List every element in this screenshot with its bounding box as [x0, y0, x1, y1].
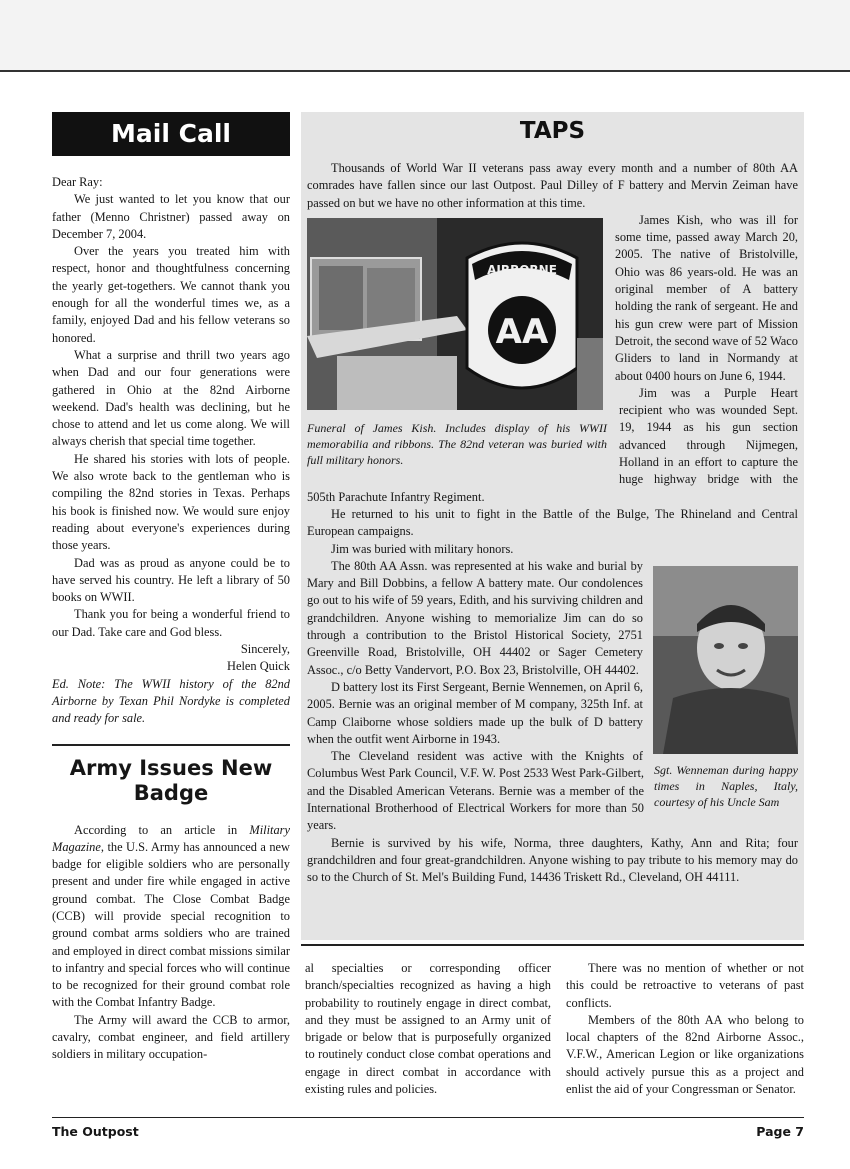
army-p1-pre: According to an article in [74, 822, 250, 837]
signature: Helen Quick [227, 659, 290, 674]
magazine-name: Military Magazine [52, 822, 290, 854]
editor-note: Ed. Note: The WWII history of the 82nd Airborne by Texan Phil Nordyke is completed and ready for sale. [52, 676, 290, 726]
army-paragraph-1 [52, 822, 290, 1012]
taps-title: TAPS [519, 118, 586, 144]
footer-rule [52, 1117, 804, 1118]
taps-paragraph: The 80th AA Assn. was represented at his wake and burial by Mary and Bill Dobbins, a fellow A battery mate. Our condolences go out to his wife of 59 years, Edith, and his surviving children and grandchildren. Anyone wishing to memorialize Jim can do so through a contribution to the Bristol Historical Society, 2751 Greenville Road, Bristolville, OH 44402 or Sager Cemetery Assoc., c/o Betty Vandervort, P.O. Box 23, Bristolville, OH 44402. [307, 558, 643, 677]
taps-paragraph: He returned to his unit to fight in the Battle of the Bulge, The Rhineland and Central European campaigns. [307, 506, 798, 539]
taps-paragraph: D battery lost its First Sergeant, Bernie Wennemen, on April 6, 2005. Bernie was an original member of M company, 325th Inf. at Camp Claiborne whose soldiers made up the bulk of D battery when the outfit went Airborne in 1943. [307, 679, 643, 746]
taps-paragraph: Thousands of World War II veterans pass away every month and a number of 80th AA comrades have fallen since our last Outpost. Paul Dilley of F battery and Mervin Zeiman have passed on but we have no other information at this time. [307, 161, 798, 210]
letter-paragraph: Dad was as proud as anyone could be to have served his country. He left a library of 50 books on WWII. [52, 555, 290, 605]
taps-paragraph: Bernie is survived by his wife, Norma, three daughters, Kathy, Ann and Rita; four grandchildren and four great-grandchildren. Anyone wishing to pay tribute to his memory may do so to the Church of St. Mel's Building Fund, 14436 Triskett Rd., Cleveland, OH 44111. [307, 835, 798, 885]
army-col3-paragraph-2: Members of the 80th AA who belong to local chapters of the 82nd Airborne Assoc., V.F.W., American Legion or like organizations should actively pursue this as a project and enlist the aid of your Congressman or Senator. [566, 1012, 804, 1097]
army-col2-text: al specialties or corresponding officer branch/specialties recognized as having a high probability to routinely engage in direct combat, and they must be assigned to an Army unit of brigade or below that is purposefully organized to routinely conduct close combat operations and engage in direct combat in accordance with existing rules and policies. [305, 961, 551, 1097]
letter-paragraph: Thank you for being a wonderful friend to our Dad. Take care and God bless. [52, 607, 290, 639]
letter-paragraph: He shared his stories with lots of people. We also wrote back to the gentleman who is compiling the 82nd stories in Texas. Perhaps his book is finished now. We would sure enjoy reading about everyone's experiences during those years. [52, 451, 290, 553]
wenneman-photo-image [653, 566, 798, 754]
army-issues-body [52, 822, 290, 1064]
funeral-photo-image [307, 218, 603, 410]
section-divider [301, 944, 804, 946]
army-paragraph-2: The Army will award the CCB to armor, cavalry, combat engineer, and field artillery soldiers in military occupation- [52, 1012, 290, 1062]
publication-name: The Outpost [52, 1124, 139, 1139]
taps-paragraph: Jim was a Purple Heart recipient who was wounded Sept. 19, 1944 as his gun section advanced through Nijmegen, Holland in an effort to capture the huge highway bridge with the 505th Parachute Infantry Regiment. [307, 385, 798, 504]
mail-call-title: Mail Call [52, 112, 290, 156]
airborne-banner-text: AIRBORNE [487, 262, 557, 277]
army-column-2 [305, 960, 551, 1110]
taps-paragraph: The Cleveland resident was active with the Knights of Columbus West Park Council, V.F. W. Post 2533 West Park-Gilbert, and the Disabled American Veterans. Bernie was a member of the International Brotherhood of Electrical Workers for more than 50 years. [307, 749, 644, 833]
taps-paragraph: James Kish, who was ill for some time, passed away March 20, 2005. The native of Bristolville, Ohio was 86 years-old. He was an original member of A battery holding the rank of sergeant. He and his gun crew were part of Mission Detroit, the second wave of 52 Waco Gliders to land in Normandy at about 0400 hours on June 6, 1944. [615, 212, 798, 383]
army-column-3 [566, 960, 804, 1110]
army-issues-title: Army Issues New Badge [52, 744, 290, 806]
emblem-text: AA [495, 311, 549, 352]
letter-paragraph: We just wanted to let you know that our father (Menno Christner) passed away on December 7, 2004. [52, 192, 290, 241]
army-p1-post: , the U.S. Army has announced a new badge for eligible soldiers who are personally present and under fire while engaged in active ground combat. The Close Combat Badge (CCB) will provide special recognition to ground combat arms soldiers who are trained and employed in direct combat missions similar to infantry and special forces who will continue to be recognized for their ground combat role with the Combat Infantry Badge. [52, 839, 290, 1010]
page-top-band [0, 0, 850, 72]
letter-paragraph: What a surprise and thrill two years ago when Dad and our four generations were gathered in Ohio at the 82nd Airborne weekend. Dad's health was declining, but he chose to attend and let us come along. We will always cherish that special time together. [52, 347, 290, 449]
closing: Sincerely, [240, 642, 290, 657]
army-col3-paragraph-1: There was no mention of whether or not this could be retroactive to veterans of past conflicts. [566, 961, 804, 1010]
funeral-photo [307, 218, 603, 410]
salutation: Dear Ray: [52, 175, 103, 189]
funeral-photo-caption: Funeral of James Kish. Includes display of his WWII memorabilia and ribbons. The 82nd veteran was buried with full military honors. [307, 420, 607, 467]
taps-body [307, 160, 798, 886]
wenneman-photo-caption: Sgt. Wenneman during happy times in Naples, Italy, courtesy of his Uncle Sam [654, 762, 798, 809]
left-column [52, 112, 290, 1064]
wenneman-photo [653, 566, 798, 754]
taps-section [301, 112, 804, 940]
letter-paragraph: Over the years you treated him with respect, honor and thoughtfulness concerning the yearly get-togethers. We cannot thank you enough for all the wonderful times we, as a family, enjoyed Dad and his fellow veterans so honored. [52, 244, 290, 345]
page-number: Page 7 [756, 1124, 804, 1139]
taps-paragraph: Jim was buried with military honors. [331, 541, 514, 556]
